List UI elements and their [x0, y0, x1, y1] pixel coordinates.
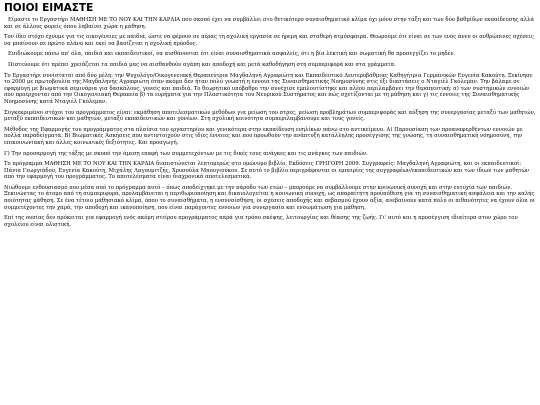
family-goal-paragraph: Τον ίδιο στόχο έχουμε για τις οικογένειες με παιδιά, ώστε να φέρουν σε πέρας τη σχολική εργασία σε ήρεμη και σταθερή ατμόσφαιρα. Θεωρούμε ότι είναι σε των ενός άνευ οι ανθρώπινες σχέσεις να μπαίνουν σε πρώτο πλάνο και εκεί να βασίζεται η σχολική πρόοδος. — [4, 34, 534, 47]
holistic-paragraph: Επί της ουσίας δεν πρόκειται για εφαρμογή ενός ακόμη στείρου προγράμματος παρά για τρόπο σκέψης, λειτουργίας και θέασης της ζωής. Γι' αυτό και η προσέγγιση ιδιαίτερα στον χώρο του σχολείου είναι ολιστική. — [4, 215, 518, 228]
members-paragraph: Το Εργαστήρι συνίσταται από δύο μέλη: την Ψυχολόγο/Οικογενειακή Θεραπεύτρια Μαγδαληνή Αγραφιώτη και Εκπαιδευτικό Δευτεροβάθμιας Καθηγήτρια Γερμανικών Ευγενία Κακούτη. Ξεκίνησε το 2000 με πρωτοβουλία της Μαγδαληνής Αγραφιώτη όταν ακόμα δεν ήταν πολύ γνωστή η έννοια της Συναισθηματικής Νοημοσύνης στις έξι διαστάσεις ο Νταγιέλ Γκόλεμαν. Την βάλαμε σε εφαρμογή με βιωματικά σεμινάρια για δασκάλους, γονείς και παιδιά. Το θεωρητικό υπόβαθρο την συνέχισε εμπλουτίστηκε και πλέον περιλαμβάνει την θεραπευτική: α) των συστημικών εννοιών που προέρχονται από την Οικογενειακή Θεραπεία β) τα ευρήματα για την Πλαστικότητα του Νευρικού Συστήματος και πώς σχετίζονται με τη μάθηση και γ) τις έννοιες της Συναισθηματικής Νοημοσύνης κατά Νταγιέλ Γκόλεμαν. — [4, 72, 533, 105]
book-paragraph: Το πρόγραμμα ΜΑΘΗΣΗ ΜΕ ΤΟ ΝΟΥ ΚΑΙ ΤΗΝ ΚΑΡΔΙΑ διαπιστώνεται λεπτομερώς στο ομώνυμο βιβλίο, Εκδόσεις ΓΡΗΓΟΡΗ 2009. Συγγραφείς: Μαγδαληνή Αγραφιώτη, και οι εκπαιδευτικοί: Πάνια Γεωργιάδου, Ευγενία Κακούτη, Μιχάλης Λαγουμιτζής, Χρυσούλα Μπουγιούκου. Σε αυτό το βιβλίο περιγράφονται οι εμπειρίες της συγγραφέων/εκπαιδευτικών και των ίδιων των μαθητών από την εφαρμογή του προγράμματος. Το αποτελέσματα είναι διαχρονικά αποτελεσματικά. — [4, 161, 530, 181]
safety-paragraph: Επιδιώκουμε πάνω απ' όλα, παιδιά και εκπαιδευτικοί, να αισθάνονται ότι είναι συναισθηματικά ασφαλείς, ότι η βία λεκτική και σωματική θα προσεγγίζει το μηδέν. — [8, 51, 456, 58]
goals-paragraph: Συγκεκριμένοι στόχοι του προγράμματος είναι: εκμάθηση αποτελεσματικών μεθόδων για μείωση του στρες, μείωση προβλημάτων συμπεριφοράς και αύξηση της συνεργασίας μεταξύ των μαθητών, μεταξύ εκπαιδευτικών και μαθητών, μεταξύ εκπαιδευτικών και γονέων. Στη σχολική κοινότητα συμπεριλαμβάνουμε και τους γονείς. — [4, 109, 536, 123]
page-title: ΠΟΙΟΙ ΕΙΜΑΣΤΕ — [4, 2, 94, 14]
intro-paragraph: Είμαστε το Εργαστήρι ΜΑΘΗΣΗ ΜΕ ΤΟ ΝΟΥ ΚΑΙ ΤΗΝ ΚΑΡΔΙΑ που σκοπό έχει να συμβάλλει στο θετικότερο συναισθηματικό κλίμα όχι μόνο στην τάξη και των δύο βαθμίδων εκπαίδευσης αλλά και σε άλλους φορείς όπου λαβαίνει χώρα η μάθηση. — [4, 17, 535, 30]
enthusiasm-paragraph: Νιώθουμε ενθουσιασμό που μέσα από το πρόγραμμα αυτό – όπως αποδείχτηκε με την πάροδο των ετών – μπορούμε να συμβάλλουμε στην κοινωνική συνοχή και στην ευτυχία των παιδιών. Ξεκινώντας το άτομο από τη συμπεριφορά, προλαμβάνεται η περιθωριοποίηση και δικαιολογείται η κοινωνική συνοχή, ως απαραίτητη προϋπόθεση για τη συναισθηματική ασφάλεια και την καλής ποιότητας μάθηση. Σε ένα τέτοιο μαθησιακό κλίμα, όπου το συναισθήματα, η ενσυναίσθηση, οι σχέσεις αποδοχής και σεβασμού έχουν αξία, ανεβαίνουν κατά πολύ οι πιθανότητες να έχουν όλοι οι συμμετέχοντες την χαρά, την αποδοχή και ικανοποίηση, που είναι παράγοντες εννοιών για συνεργασία και ενσωμάτωση για μάθηση. — [4, 184, 535, 211]
class-adaptation-paragraph: Γ) Την προσαρμογή της τάξης με σκοπό την άμεση επαφή των συμμετεχόντων με τις δικές τους ανάγκες και τις ανάγκες των παιδιών. — [4, 150, 368, 157]
love-acceptance-paragraph: Πιστεύουμε ότι πρέπει χρειάζεται τα παιδιά μας να αισθανθούν αγάπη και αποδοχή και μετά καθοδήγηση στη συμπεριφορά και στα γράμματα. — [8, 61, 396, 68]
method-paragraph: Μέθοδος της Εφαρμογής του προγράμματος στα πλαίσια του εργαστηρίου και γενικότερα στην εκπαίδευση ενηλίκων πάνω στο αντικείμενο. Α) Παρουσίαση των προαναφερθέντων εννοιών με πολλά παραδείγματα. Β) Βιωματικές Ασκήσεις που αντιστοιχούν στις ίδιες έννοιες και που προωθούν την ανάπτυξη κατάλληλης προσέγγισης της γνώσης, τη συναισθηματική νοημοσύνη, την επικοινωνιακή και άλλες κοινωνικές δεξιότητες. Και προαγωγή. — [4, 126, 523, 146]
